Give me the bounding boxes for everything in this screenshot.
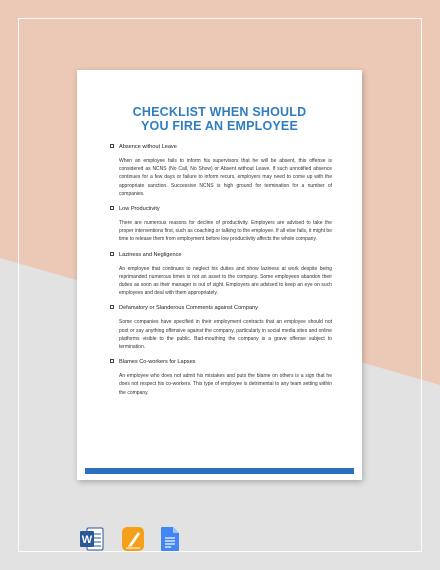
word-icon[interactable] bbox=[80, 526, 104, 552]
checklist-item-body: There are numerous reasons for decline of productivity. Employers are advised to take the proper interventions first, such as coaching or talking to the employee. If all else fails, it might be time to release them from employment before low productivity affects the whole company. bbox=[119, 220, 332, 243]
checklist bbox=[110, 143, 332, 404]
document-page bbox=[77, 70, 362, 480]
checklist-item-title: Defamatory or Slanderous Comments against Company bbox=[119, 305, 258, 312]
checklist-item-title: Low Productivity bbox=[119, 206, 160, 213]
checklist-item-body: Some companies have specified in their employment contracts that an employee should not post or say anything offensive against the company, particularly in social media sites and online platforms visible to the public. Bad-mouthing the company is a grave offense subject to termination. bbox=[119, 319, 332, 351]
google-docs-icon[interactable] bbox=[158, 526, 182, 552]
footer-bar bbox=[85, 468, 354, 474]
checklist-item-body: When an employee fails to inform his supervisors that he will be absent, this offense is considered as NCNS (No Call, No Show) or Absent without Leave. If such unnotified absence continues for a few days or failure to inform recurs, employers may need to come up with the appropriate sanction. Successive NCNS is high ground for termination for a number of companies. bbox=[119, 158, 332, 197]
word-icon-letter: W bbox=[81, 534, 93, 546]
checklist-item bbox=[110, 251, 332, 298]
checklist-item-title: Laziness and Negligence bbox=[119, 251, 182, 258]
checkbox-icon bbox=[110, 144, 114, 148]
checkbox-icon bbox=[110, 305, 114, 309]
title-line-1: CHECKLIST WHEN SHOULD bbox=[132, 105, 307, 119]
checklist-item bbox=[110, 205, 332, 244]
checklist-item bbox=[110, 304, 332, 351]
checklist-item-title: Absence without Leave bbox=[119, 144, 177, 150]
checkbox-icon bbox=[110, 359, 114, 363]
checklist-item bbox=[110, 143, 332, 198]
pages-icon[interactable] bbox=[121, 526, 145, 552]
checkbox-icon bbox=[110, 252, 114, 256]
checklist-item-body: An employee that continues to neglect his duties and show laziness at work despite being reprimanded numerous times is not an asset to the company. Some employees abandon their duties as soon as their manager is out of sight. Employers are advised to keep an eye on such employees and deal with them appropriately. bbox=[119, 265, 332, 297]
checkbox-icon bbox=[110, 206, 114, 210]
checklist-item-body: An employee who does not admit his mistakes and puts the blame on others is a sign that he does not respect his co-workers. This type of employee is detrimental to any team setting within the company. bbox=[119, 373, 332, 396]
checklist-item-title: Blames Co-workers for Lapses bbox=[119, 359, 196, 366]
title-line-2: YOU FIRE AN EMPLOYEE bbox=[140, 119, 299, 133]
document-title bbox=[77, 105, 362, 133]
checklist-item bbox=[110, 358, 332, 397]
